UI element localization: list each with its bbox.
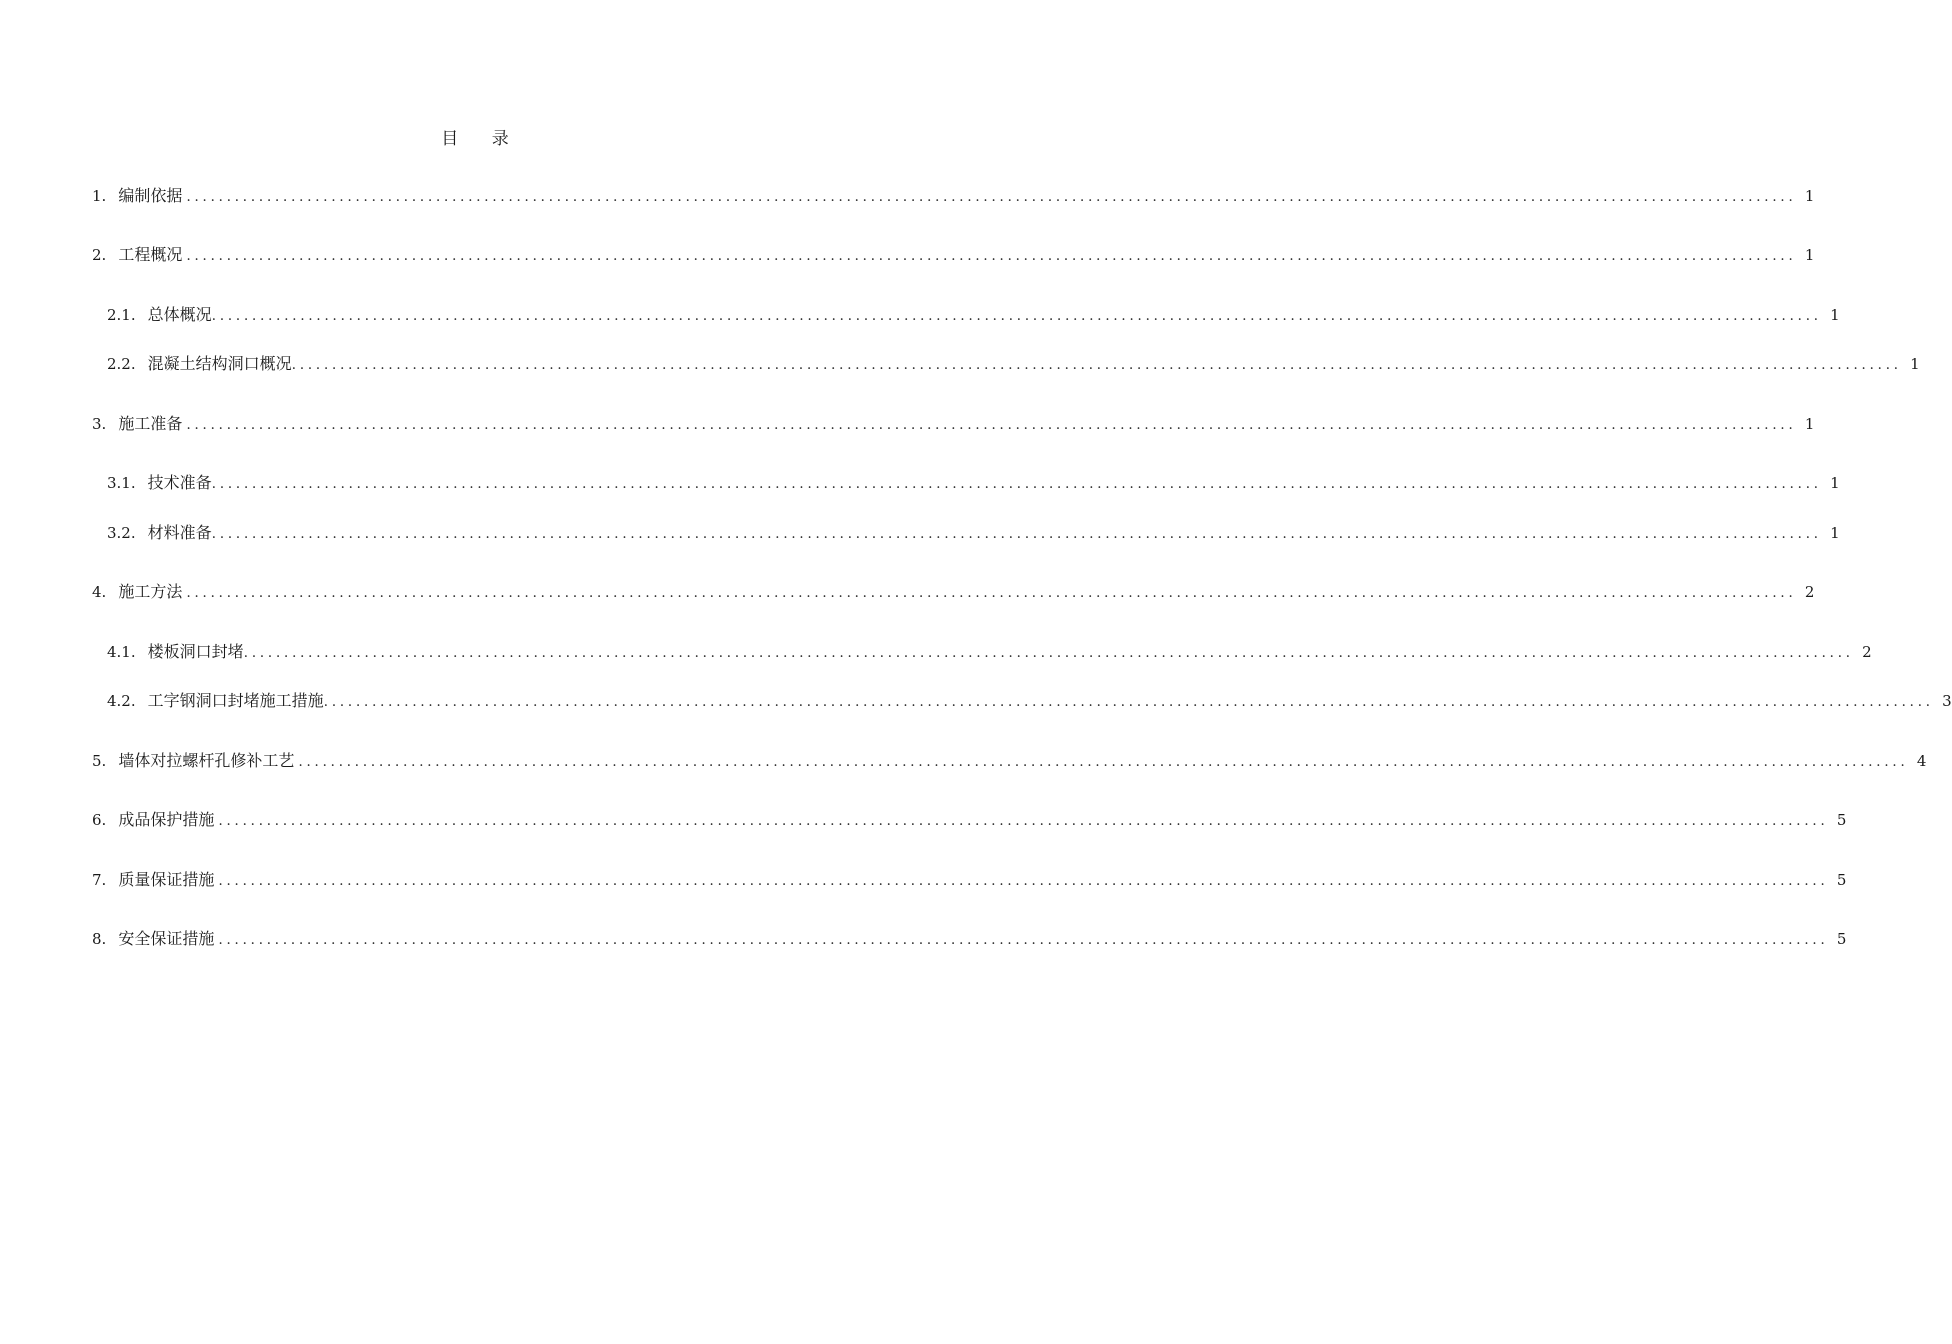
toc-entry-1[interactable] (92, 185, 1815, 207)
toc-dot-leader: ........................................................................................................................................................................................................ (211, 308, 1822, 324)
toc-entry-page: 1 (1910, 355, 1920, 373)
toc-entry-text: 墙体对拉螺杆孔修补工艺 (118, 751, 295, 770)
toc-entry-page: 1 (1830, 306, 1840, 324)
toc-entry-page: 5 (1836, 871, 1847, 889)
toc-entry-page: 3 (1942, 692, 1952, 710)
toc-dot-leader: ........................................................................................................................................................................................................ (186, 248, 1797, 264)
toc-entry-number: 3. (92, 415, 107, 433)
toc-entry-number: 1. (92, 187, 107, 205)
toc-entry-2-2[interactable] (107, 353, 1920, 375)
toc-entry-page: 1 (1804, 187, 1815, 205)
toc-entry-page: 5 (1836, 930, 1847, 948)
toc-entry-number: 5. (92, 752, 107, 770)
toc-entry-text: 施工方法 (118, 582, 183, 601)
toc-entry-4-2[interactable] (107, 690, 1952, 712)
toc-dot-leader: ........................................................................................................................................................................................................ (211, 526, 1822, 542)
toc-entry-text: 混凝土结构洞口概况 (147, 354, 292, 373)
toc-entry-number: 2. (92, 246, 107, 264)
toc-entry-text: 编制依据 (118, 186, 183, 205)
toc-entry-text: 工字钢洞口封堵施工措施 (147, 691, 324, 710)
toc-dot-leader: ........................................................................................................................................................................................................ (186, 417, 1797, 433)
toc-entry-number: 8. (92, 930, 107, 948)
toc-entry-number: 3.1. (107, 474, 136, 492)
toc-entry-4[interactable] (92, 581, 1815, 603)
toc-entry-2-1[interactable] (107, 304, 1840, 326)
toc-entry-7[interactable] (92, 869, 1847, 891)
toc-entry-page: 2 (1804, 583, 1815, 601)
toc-entry-page: 1 (1830, 524, 1840, 542)
toc-dot-leader: ........................................................................................................................................................................................................ (291, 357, 1902, 373)
toc-entry-text: 材料准备 (147, 523, 212, 542)
toc-entry-4-1[interactable] (107, 641, 1872, 663)
toc-dot-leader: ........................................................................................................................................................................................................ (218, 932, 1829, 948)
toc-dot-leader: ........................................................................................................................................................................................................ (211, 476, 1822, 492)
toc-dot-leader: ........................................................................................................................................................................................................ (186, 585, 1797, 601)
toc-dot-leader: ........................................................................................................................................................................................................ (218, 873, 1829, 889)
toc-entry-number: 4.2. (107, 692, 136, 710)
toc-entry-text: 施工准备 (118, 414, 183, 433)
toc-entry-3-2[interactable] (107, 522, 1840, 544)
toc-entry-number: 6. (92, 811, 107, 829)
toc-entry-number: 4.1. (107, 643, 136, 661)
toc-entry-text: 技术准备 (147, 473, 212, 492)
toc-dot-leader: ........................................................................................................................................................................................................ (218, 813, 1829, 829)
toc-entry-number: 2.2. (107, 355, 136, 373)
toc-entry-text: 质量保证措施 (118, 870, 215, 889)
toc-entry-number: 3.2. (107, 524, 136, 542)
toc-entry-2[interactable] (92, 244, 1815, 266)
toc-entry-text: 安全保证措施 (118, 929, 215, 948)
toc-entry-text: 楼板洞口封堵 (147, 642, 244, 661)
toc-entry-number: 4. (92, 583, 107, 601)
toc-dot-leader: ........................................................................................................................................................................................................ (298, 754, 1909, 770)
toc-dot-leader: ........................................................................................................................................................................................................ (186, 189, 1797, 205)
toc-entry-8[interactable] (92, 928, 1847, 950)
toc-entry-page: 2 (1862, 643, 1872, 661)
toc-entry-page: 1 (1804, 415, 1815, 433)
toc-entry-page: 1 (1830, 474, 1840, 492)
toc-entry-page: 5 (1836, 811, 1847, 829)
toc-entry-number: 7. (92, 871, 107, 889)
toc-entry-6[interactable] (92, 809, 1847, 831)
toc-entry-3[interactable] (92, 413, 1815, 435)
toc-entry-text: 工程概况 (118, 245, 183, 264)
toc-entry-text: 成品保护措施 (118, 810, 215, 829)
toc-entry-text: 总体概况 (147, 305, 212, 324)
toc-entry-number: 2.1. (107, 306, 136, 324)
toc-dot-leader: ........................................................................................................................................................................................................ (323, 694, 1934, 710)
toc-entry-page: 1 (1804, 246, 1815, 264)
toc-title: 目 录 (441, 129, 523, 149)
toc-dot-leader: ........................................................................................................................................................................................................ (243, 645, 1854, 661)
toc-entry-3-1[interactable] (107, 472, 1840, 494)
toc-entry-5[interactable] (92, 750, 1927, 772)
toc-entry-page: 4 (1916, 752, 1927, 770)
